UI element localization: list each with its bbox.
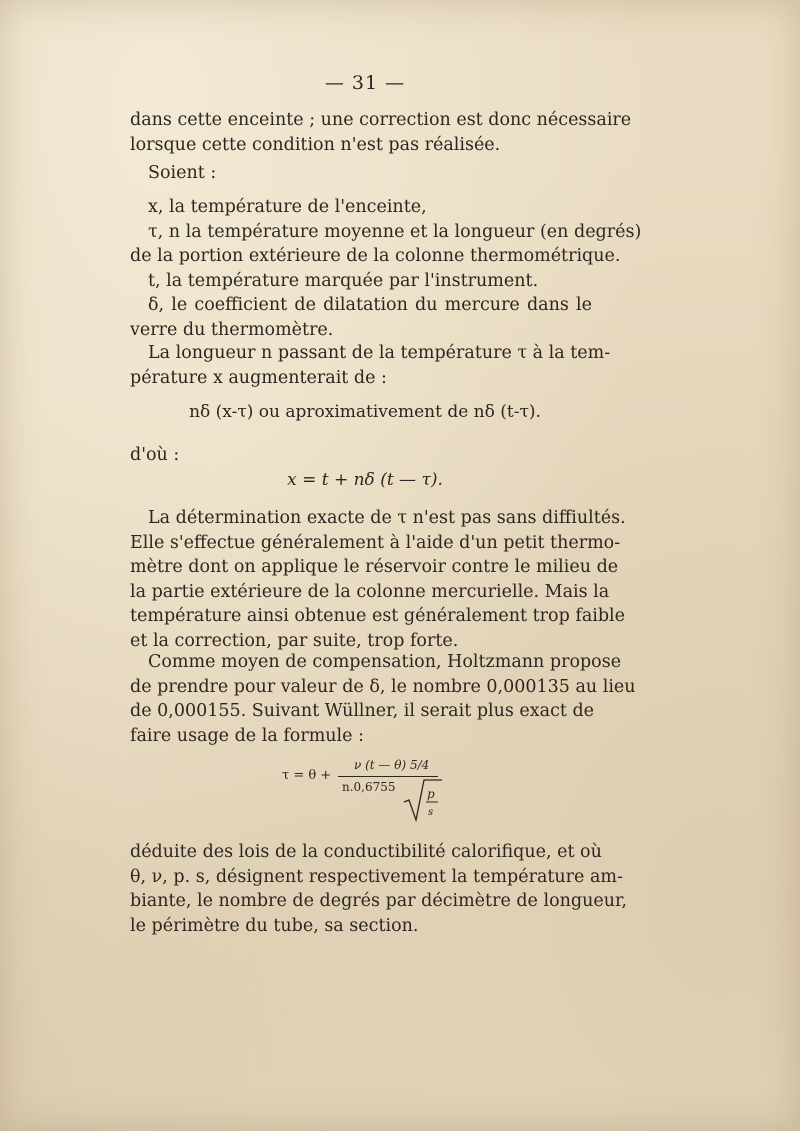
definition-tau-n: τ, n la température moyenne et la longueur (en degrés): [148, 221, 642, 242]
formula-lhs: τ = θ +: [282, 768, 332, 783]
paragraph-2: [130, 341, 611, 390]
text-line: mètre dont on applique le réservoir contre le milieu de: [130, 557, 619, 578]
wullner-formula: [282, 758, 482, 828]
text-line: et la correction, par suite, trop forte.: [130, 630, 459, 651]
equation-1: nδ (x-τ) ou aproximativement de nδ (t-τ).: [189, 402, 541, 422]
definition-text-line: de la portion extérieure de la colonne thermométrique.: [130, 246, 621, 267]
text-line: Comme moyen de compensation, Holtzmann propose: [148, 652, 622, 672]
radical-top: p: [427, 787, 435, 801]
text-line: pérature x augmenterait de :: [130, 367, 387, 388]
text-line: dans cette enceinte ; une correction est donc nécessaire: [130, 110, 632, 130]
text-line: déduite des lois de la conductibilité calorifique, et où: [130, 842, 602, 862]
dou-label: d'où :: [130, 445, 180, 465]
definition-delta: δ, le coefficient de dilatation du mercure dans le: [148, 295, 592, 316]
text-line: La longueur n passant de la température τ à la tem-: [148, 343, 611, 363]
definitions-list: [130, 195, 642, 343]
definition-x: x, la température de l'enceinte,: [148, 197, 427, 217]
text-line: La détermination exacte de τ n'est pas sans diffiultés.: [148, 508, 626, 528]
text-line: Elle s'effectue généralement à l'aide d'un petit thermo-: [130, 532, 621, 553]
text-line: θ, ν, p. s, désignent respectivement la température am-: [130, 866, 623, 887]
text-line: le périmètre du tube, sa section.: [130, 915, 419, 936]
formula-denominator: n.0,6755: [342, 780, 396, 794]
formula-numerator: ν (t — θ) 5/4: [354, 758, 430, 772]
radical-bottom: s: [428, 807, 434, 818]
text-line: de 0,000155. Suivant Wüllner, il serait plus exact de: [130, 701, 595, 722]
paragraph-3: [130, 506, 626, 654]
equation-2: x = t + nδ (t — τ).: [287, 470, 443, 490]
definition-text-line: verre du thermomètre.: [130, 319, 334, 340]
paragraph-1: [130, 108, 632, 157]
soient-label: Soient :: [148, 163, 217, 183]
definition-t: t, la température marquée par l'instrument.: [148, 270, 539, 291]
radical-sign: [402, 776, 442, 822]
text-line: de prendre pour valeur de δ, le nombre 0,000135 au lieu: [130, 676, 636, 697]
paragraph-5: [130, 840, 627, 938]
page-number: — 31 —: [324, 72, 406, 94]
text-line: lorsque cette condition n'est pas réalisée.: [130, 134, 501, 155]
text-line: la partie extérieure de la colonne mercurielle. Mais la: [130, 581, 610, 602]
text-line: biante, le nombre de degrés par décimètre de longueur,: [130, 891, 627, 912]
paragraph-4: [130, 650, 636, 748]
text-line: faire usage de la formule :: [130, 725, 364, 746]
text-line: température ainsi obtenue est généralement trop faible: [130, 606, 626, 627]
